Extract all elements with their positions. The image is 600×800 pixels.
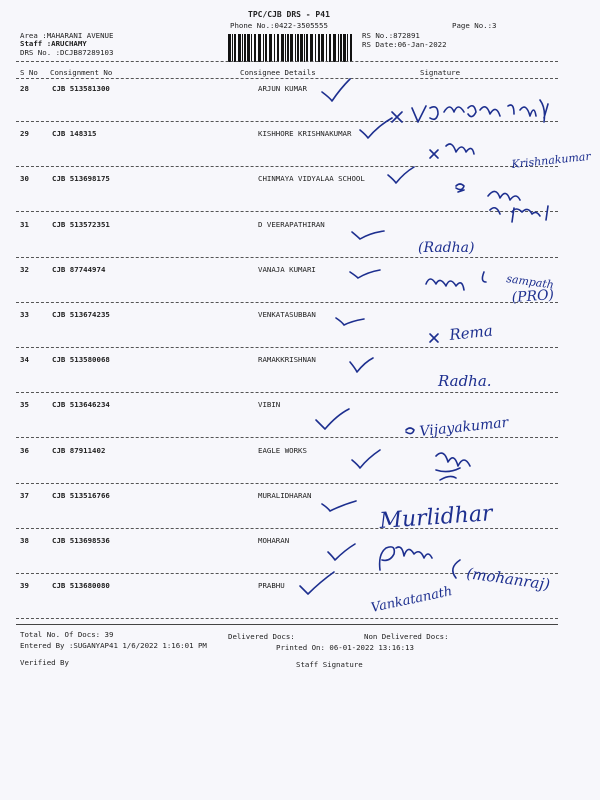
row-consignee-name: CHINMAYA VIDYALAA SCHOOL [258, 174, 365, 183]
staff-signature: Staff Signature [296, 660, 363, 669]
signature-vankatanath: Vankatanath [369, 584, 454, 616]
non-delivered-docs: Non Delivered Docs: [364, 632, 449, 641]
row-rule [16, 211, 558, 212]
row-consignee-name: VANAJA KUMARI [258, 265, 316, 274]
row-sno: 30 [20, 174, 29, 183]
row-rule [16, 257, 558, 258]
signature-radha-2: Radha. [438, 372, 492, 390]
row-sno: 39 [20, 581, 29, 590]
row-consignment-no: CJB 87744974 [52, 265, 106, 274]
signature-scribble [430, 144, 474, 158]
row-consignment-no: CJB 87911402 [52, 446, 106, 455]
col-consignee: Consignee Details [240, 68, 316, 77]
row-consignment-no: CJB 513581300 [52, 84, 110, 93]
row-sno: 37 [20, 491, 29, 500]
row-consignee-name: MURALIDHARAN [258, 491, 312, 500]
verified-by: Verified By [20, 658, 69, 667]
row-consignment-no: CJB 513674235 [52, 310, 110, 319]
row-consignment-no: CJB 513698536 [52, 536, 110, 545]
row-consignment-no: CJB 513572351 [52, 220, 110, 229]
signature-radha-1: (Radha) [418, 240, 475, 256]
signature-pro: (PRO) [511, 287, 555, 306]
row-sno: 28 [20, 84, 29, 93]
col-signature: Signature [420, 68, 461, 77]
staff: Staff :ARUCHAMY [20, 39, 87, 48]
signature-scribble [436, 453, 470, 480]
row-consignment-no: CJB 148315 [52, 129, 97, 138]
footer-rule [16, 624, 558, 625]
row-rule [16, 392, 558, 393]
row-consignee-name: D VEERAPATHIRAN [258, 220, 325, 229]
signature-scribble [380, 547, 432, 570]
row-consignment-no: CJB 513516766 [52, 491, 110, 500]
signature-sampath: sampath [505, 272, 555, 292]
signature-scribble [430, 334, 438, 342]
row-consignment-no: CJB 513680080 [52, 581, 110, 590]
tick-mark [322, 501, 356, 511]
columns-rule [16, 78, 558, 79]
area: Area :MAHARANI AVENUE [20, 31, 114, 40]
row-rule [16, 302, 558, 303]
row-consignee-name: MOHARAN [258, 536, 290, 545]
row-consignee-name: KISHHORE KRISHNAKUMAR [258, 129, 352, 138]
signature-vijayakumar: Vijayakumar [418, 414, 510, 440]
row-sno: 32 [20, 265, 29, 274]
signature-scribble [392, 100, 548, 122]
page-number: Page No.:3 [452, 21, 497, 30]
row-consignee-name: EAGLE WORKS [258, 446, 307, 455]
signature-krishnakumar: Krishnakumar [510, 149, 592, 171]
row-consignee-name: VENKATASUBBAN [258, 310, 316, 319]
row-consignment-no: CJB 513580068 [52, 355, 110, 364]
tick-mark [352, 450, 380, 468]
row-rule [16, 121, 558, 122]
row-rule [16, 483, 558, 484]
row-consignment-no: CJB 513646234 [52, 400, 110, 409]
row-rule [16, 166, 558, 167]
row-sno: 38 [20, 536, 29, 545]
row-consignee-name: VIBIN [258, 400, 281, 409]
barcode-image [228, 34, 354, 62]
row-sno: 34 [20, 355, 29, 364]
row-consignee-name: ARJUN KUMAR [258, 84, 307, 93]
entered-by: Entered By :SUGANYAP41 1/6/2022 1:16:01 PM [20, 641, 207, 650]
row-rule [16, 528, 558, 529]
tick-mark [336, 318, 364, 325]
row-rule [16, 437, 558, 438]
row-consignment-no: CJB 513698175 [52, 174, 110, 183]
signature-scribble [453, 560, 460, 578]
tick-mark [350, 358, 373, 372]
col-sno: S No [20, 68, 38, 77]
row-sno: 31 [20, 220, 29, 229]
row-consignee-name: RAMAKKRISHNAN [258, 355, 316, 364]
tick-mark [388, 167, 414, 183]
tick-mark [350, 270, 380, 278]
row-rule [16, 347, 558, 348]
row-sno: 36 [20, 446, 29, 455]
rs-date: RS Date:06-Jan-2022 [362, 40, 447, 49]
signature-scribble [456, 184, 464, 192]
row-sno: 29 [20, 129, 29, 138]
delivered-docs: Delivered Docs: [228, 632, 295, 641]
tick-mark [322, 79, 350, 101]
drs-number: DRS No. :DCJB87289103 [20, 48, 114, 57]
tick-mark [352, 231, 384, 239]
header-rule [16, 61, 558, 62]
signature-scribble [426, 272, 486, 290]
row-rule [16, 573, 558, 574]
row-sno: 35 [20, 400, 29, 409]
tick-mark [316, 409, 349, 429]
row-sno: 33 [20, 310, 29, 319]
printed-on: Printed On: 06-01-2022 13:16:13 [276, 643, 414, 652]
row-consignee-name: PRABHU [258, 581, 285, 590]
row-rule [16, 618, 558, 619]
rs-number: RS No.:872891 [362, 31, 420, 40]
signature-murlidhar: Murlidhar [378, 501, 494, 534]
tick-mark [328, 544, 355, 560]
total-docs: Total No. Of Docs: 39 [20, 630, 114, 639]
signature-rema: Rema [448, 321, 494, 344]
phone-number: Phone No.:0422-3505555 [230, 21, 328, 30]
signature-scribble [512, 206, 548, 222]
report-title: TPC/CJB DRS - P41 [248, 10, 330, 19]
col-consignment: Consignment No [50, 68, 113, 77]
signature-scribble [406, 428, 414, 434]
tick-mark [300, 572, 334, 594]
signature-mohanraj: (mohanraj) [465, 564, 552, 594]
